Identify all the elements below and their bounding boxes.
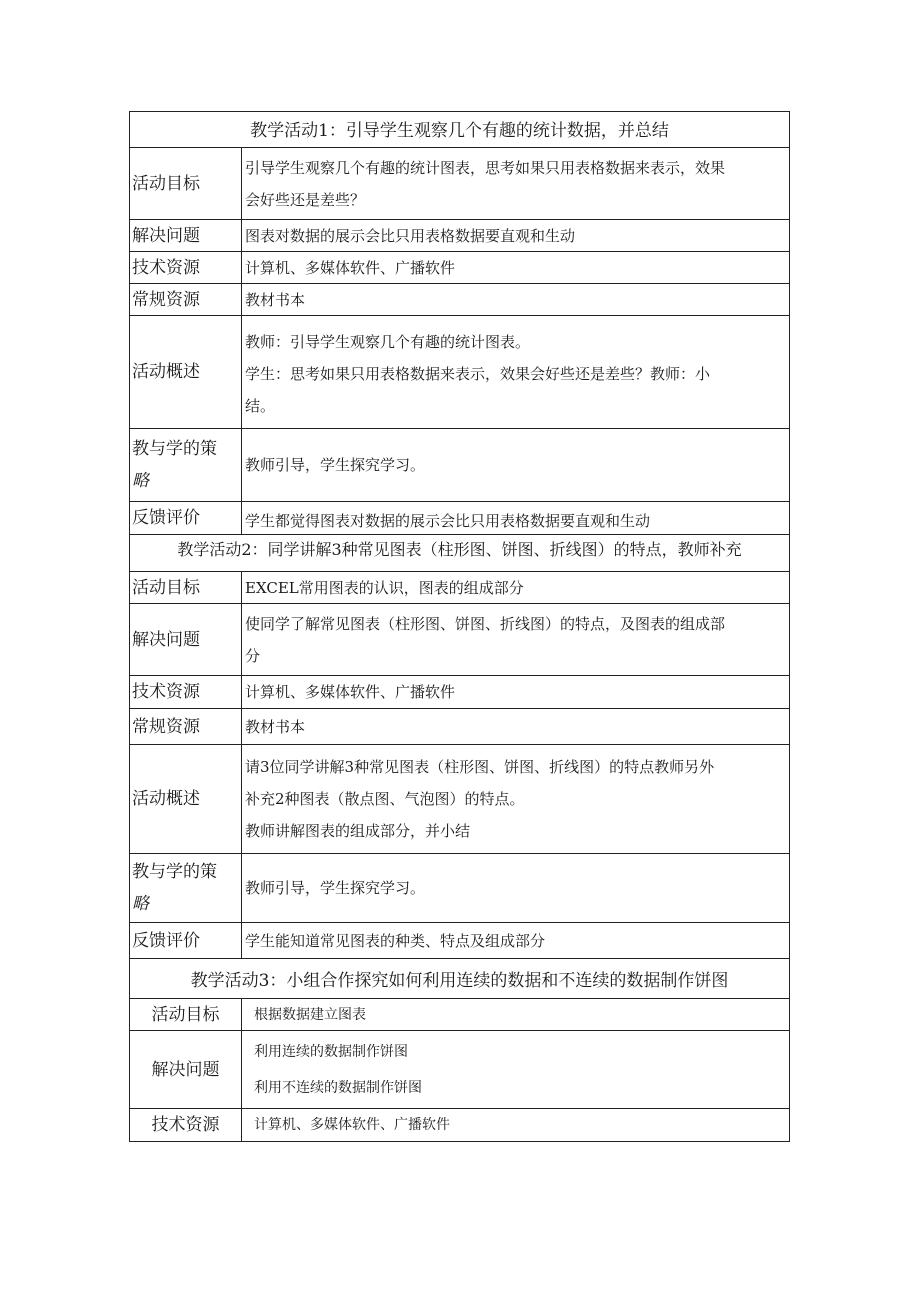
row-value — [242, 1031, 789, 1108]
section-1-row-strategy — [129, 429, 790, 502]
section-3-title: 教学活动3：小组合作探究如何利用连续的数据和不连续的数据制作饼图 — [129, 959, 790, 999]
value-line: 学生：思考如果只用表格数据来表示，效果会好些还是差些？教师：小 — [245, 365, 711, 383]
value-line: 教师引导，学生探究学习。 — [245, 456, 426, 474]
value-line: 引导学生观察几个有趣的统计图表，思考如果只用表格数据来表示，效果 — [245, 158, 726, 177]
row-label: 活动目标 — [130, 148, 242, 219]
section-3-row-problem — [129, 1031, 790, 1109]
row-label: 反馈评价 — [130, 502, 242, 534]
value-line: 计算机、多媒体软件、广播软件 — [254, 1117, 450, 1133]
row-value — [242, 745, 789, 853]
row-label: 技术资源 — [130, 676, 242, 708]
row-label: 活动目标 — [130, 999, 242, 1030]
row-label: 解决问题 — [130, 1031, 242, 1108]
row-label: 技术资源 — [130, 252, 242, 283]
section-2-row-resource — [129, 709, 790, 745]
section-2-row-overview — [129, 745, 790, 854]
value-line: 利用连续的数据制作饼图 — [254, 1043, 408, 1060]
row-value — [242, 1109, 789, 1141]
row-label: 常规资源 — [130, 284, 242, 315]
label-line: 教与学的策 — [132, 439, 217, 459]
row-label: 活动概述 — [130, 316, 242, 428]
row-value — [242, 999, 789, 1030]
value-line: 分 — [245, 646, 261, 665]
value-line: 请3位同学讲解3种常见图表（柱形图、饼图、折线图）的特点教师另外 — [245, 758, 715, 776]
section-1-row-goal — [129, 148, 790, 220]
value-line: 结。 — [245, 397, 276, 415]
section-2-row-tech — [129, 676, 790, 709]
section-3-row-goal — [129, 999, 790, 1031]
value-line: 计算机、多媒体软件、广播软件 — [245, 683, 456, 701]
row-label — [130, 854, 242, 922]
row-value — [242, 284, 789, 315]
row-value — [242, 429, 789, 501]
row-value — [242, 604, 789, 675]
value-line: 根据数据建立图表 — [254, 1006, 366, 1023]
row-value — [242, 676, 789, 708]
row-value — [242, 148, 789, 219]
row-label: 活动目标 — [130, 572, 242, 603]
value-line: 计算机、多媒体软件、广播软件 — [245, 258, 456, 277]
value-line: 教师讲解图表的组成部分，并小结 — [245, 822, 471, 840]
row-label — [130, 429, 242, 501]
value-line: 会好些还是差些？ — [245, 190, 366, 209]
row-value — [242, 316, 789, 428]
section-1-row-resource — [129, 284, 790, 316]
section-3-row-tech — [129, 1109, 790, 1142]
row-value — [242, 709, 789, 744]
value-line: 教师：引导学生观察几个有趣的统计图表。 — [245, 333, 531, 351]
section-1-row-feedback — [129, 502, 790, 535]
row-value — [242, 252, 789, 283]
value-line: EXCEL常用图表的认识，图表的组成部分 — [245, 578, 524, 597]
section-2-title: 教学活动2：同学讲解3种常见图表（柱形图、饼图、折线图）的特点，教师补充 — [129, 535, 790, 572]
label-line: 略 — [132, 471, 149, 491]
section-2-row-goal — [129, 572, 790, 604]
label-line: 教与学的策 — [132, 862, 217, 882]
value-line: 利用不连续的数据制作饼图 — [254, 1079, 422, 1096]
section-1-row-problem — [129, 220, 790, 252]
value-line: 使同学了解常见图表（柱形图、饼图、折线图）的特点，及图表的组成部 — [245, 614, 726, 633]
row-label: 活动概述 — [130, 745, 242, 853]
row-label: 常规资源 — [130, 709, 242, 744]
row-label: 技术资源 — [130, 1109, 242, 1141]
row-label: 反馈评价 — [130, 923, 242, 958]
value-line: 补充2种图表（散点图、气泡图）的特点。 — [245, 790, 525, 808]
value-line: 学生都觉得图表对数据的展示会比只用表格数据要直观和生动 — [245, 512, 651, 530]
row-value — [242, 502, 789, 534]
row-label: 解决问题 — [130, 604, 242, 675]
row-label: 解决问题 — [130, 220, 242, 251]
section-2-row-problem — [129, 604, 790, 676]
value-line: 图表对数据的展示会比只用表格数据要直观和生动 — [245, 226, 576, 245]
row-value — [242, 572, 789, 603]
lesson-plan-table — [129, 111, 790, 1142]
value-line: 教材书本 — [245, 717, 306, 736]
label-line: 略 — [132, 894, 149, 914]
section-2-row-feedback — [129, 923, 790, 959]
section-1-row-overview — [129, 316, 790, 429]
row-value — [242, 854, 789, 922]
value-line: 学生能知道常见图表的种类、特点及组成部分 — [245, 931, 546, 950]
section-2-row-strategy — [129, 854, 790, 923]
row-value — [242, 923, 789, 958]
value-line: 教材书本 — [245, 290, 306, 309]
row-value — [242, 220, 789, 251]
section-1-row-tech — [129, 252, 790, 284]
section-1-title: 教学活动1：引导学生观察几个有趣的统计数据，并总结 — [129, 111, 790, 148]
value-line: 教师引导，学生探究学习。 — [245, 879, 426, 897]
